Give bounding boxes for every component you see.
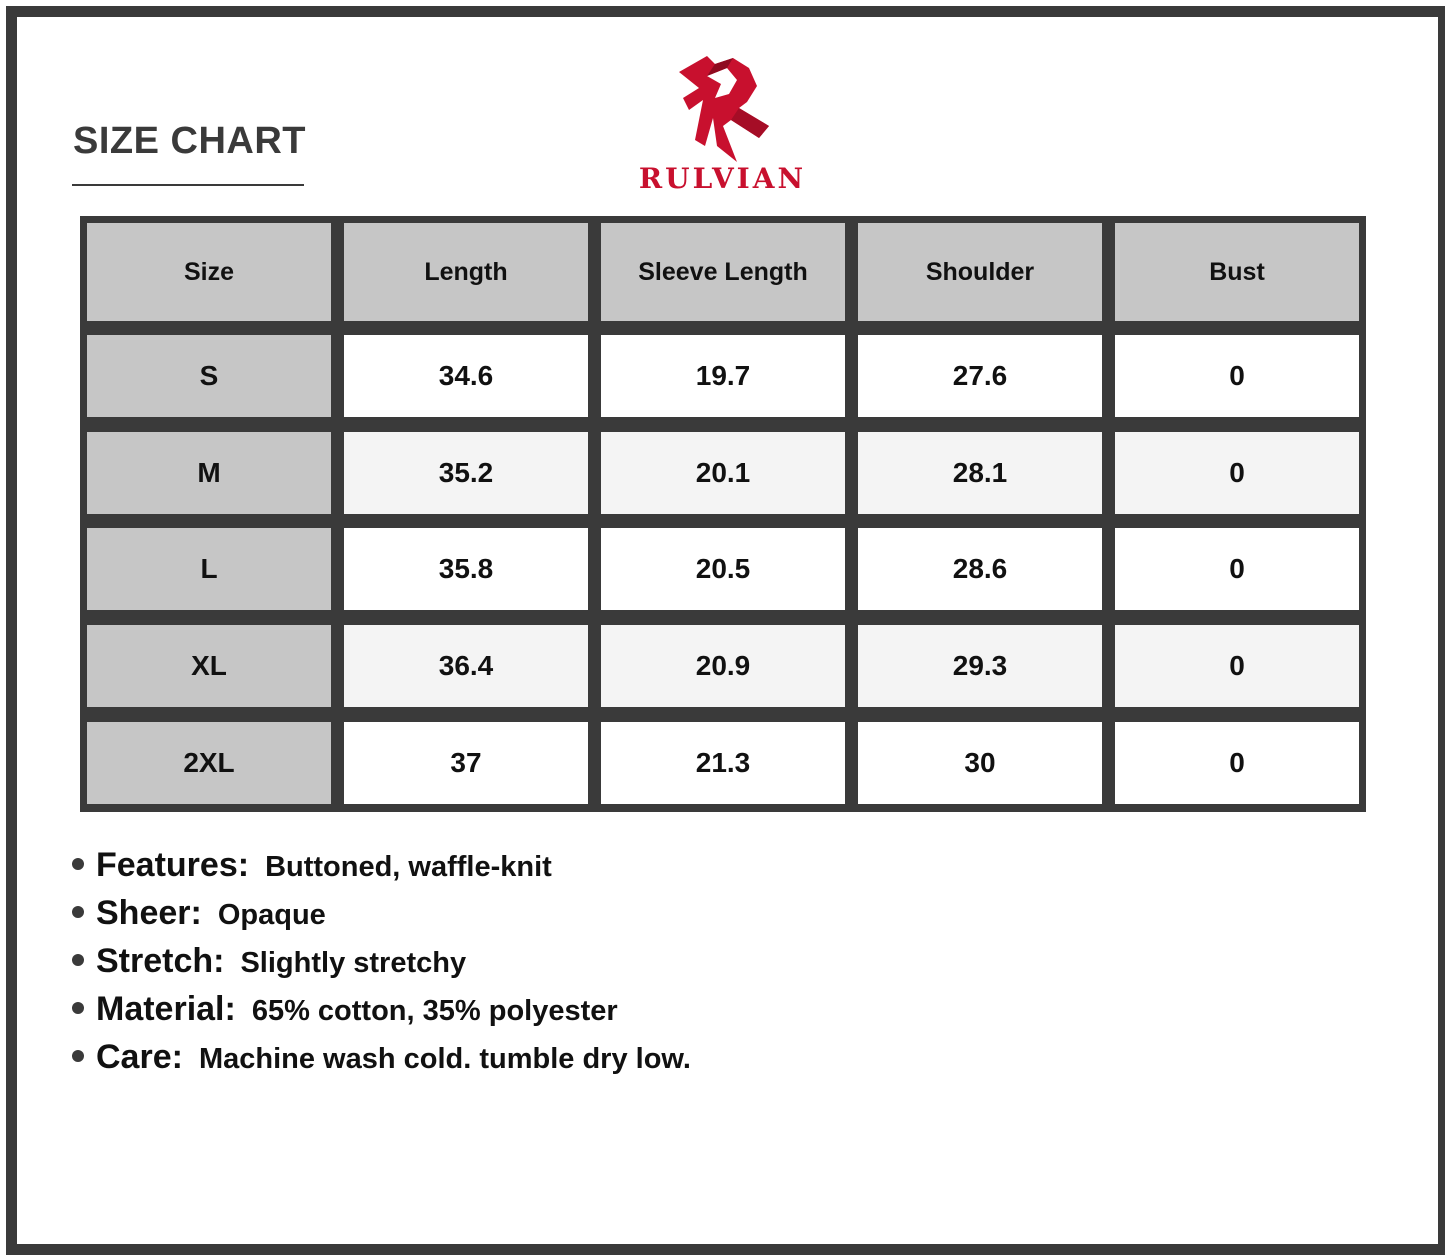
detail-value: 65% cotton, 35% polyester <box>251 995 618 1027</box>
shoulder-cell: 28.6 <box>858 528 1102 610</box>
detail-value: Slightly stretchy <box>240 947 467 979</box>
detail-label: Sheer: <box>96 894 202 932</box>
size-table <box>80 216 1366 812</box>
shoulder-cell: 29.3 <box>858 625 1102 707</box>
title-underline <box>72 184 304 186</box>
detail-material <box>72 990 691 1038</box>
length-cell: 35.2 <box>344 432 588 514</box>
detail-value: Machine wash cold. tumble dry low. <box>198 1043 691 1075</box>
product-details <box>72 846 691 1086</box>
bullet-icon <box>72 1050 84 1062</box>
size-cell: S <box>87 335 331 417</box>
page-title: SIZE CHART <box>73 120 306 162</box>
shoulder-cell: 30 <box>858 722 1102 804</box>
detail-features <box>72 846 691 894</box>
detail-stretch <box>72 942 691 990</box>
bust-cell: 0 <box>1115 335 1359 417</box>
bust-cell: 0 <box>1115 432 1359 514</box>
header-size: Size <box>87 223 331 321</box>
detail-sheer <box>72 894 691 942</box>
detail-label: Features: <box>96 846 250 884</box>
size-cell: M <box>87 432 331 514</box>
bullet-icon <box>72 1002 84 1014</box>
sleeve-length-cell: 20.5 <box>601 528 845 610</box>
brand-name: RULVIAN <box>638 162 807 195</box>
header-sleeve-length: Sleeve Length <box>601 223 845 321</box>
sleeve-length-cell: 21.3 <box>601 722 845 804</box>
bullet-icon <box>72 954 84 966</box>
rulvian-r-logo-icon <box>675 54 775 166</box>
detail-value: Buttoned, waffle-knit <box>265 851 552 883</box>
sleeve-length-cell: 20.1 <box>601 432 845 514</box>
detail-care <box>72 1038 691 1086</box>
shoulder-cell: 27.6 <box>858 335 1102 417</box>
sleeve-length-cell: 20.9 <box>601 625 845 707</box>
header-shoulder: Shoulder <box>858 223 1102 321</box>
detail-label: Material: <box>96 990 236 1028</box>
detail-label: Care: <box>96 1038 183 1076</box>
shoulder-cell: 28.1 <box>858 432 1102 514</box>
header-length: Length <box>344 223 588 321</box>
bullet-icon <box>72 906 84 918</box>
length-cell: 36.4 <box>344 625 588 707</box>
detail-value: Opaque <box>217 899 326 931</box>
length-cell: 37 <box>344 722 588 804</box>
bust-cell: 0 <box>1115 625 1359 707</box>
size-cell: 2XL <box>87 722 331 804</box>
bust-cell: 0 <box>1115 528 1359 610</box>
header-bust: Bust <box>1115 223 1359 321</box>
length-cell: 35.8 <box>344 528 588 610</box>
size-cell: XL <box>87 625 331 707</box>
bust-cell: 0 <box>1115 722 1359 804</box>
size-cell: L <box>87 528 331 610</box>
bullet-icon <box>72 858 84 870</box>
detail-label: Stretch: <box>96 942 225 980</box>
sleeve-length-cell: 19.7 <box>601 335 845 417</box>
brand-logo <box>620 50 825 200</box>
length-cell: 34.6 <box>344 335 588 417</box>
